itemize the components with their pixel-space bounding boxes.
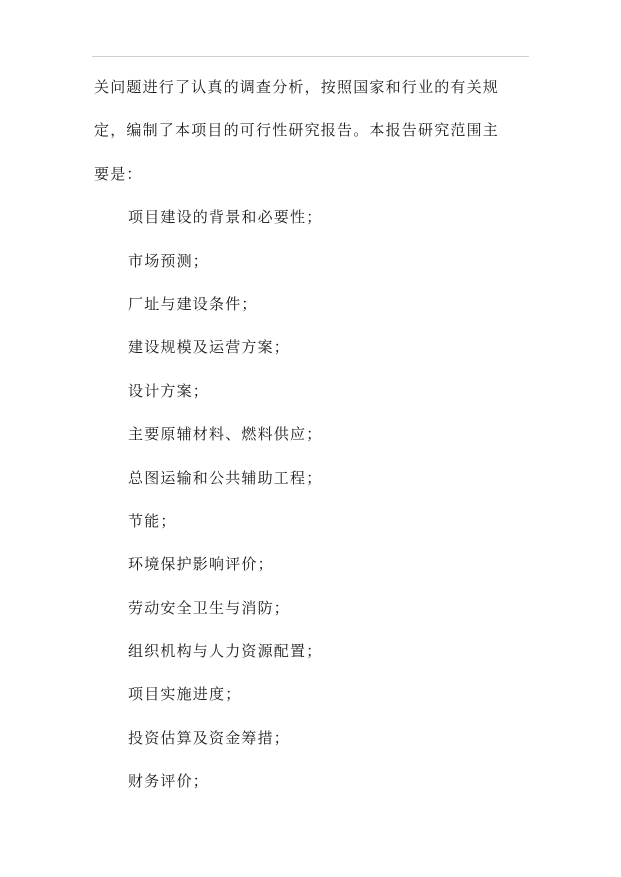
scope-item: 项目建设的背景和必要性； (128, 208, 323, 227)
intro-line: 关问题进行了认真的调查分析，按照国家和行业的有关规 (94, 78, 500, 96)
intro-line: 要是： (94, 164, 143, 183)
header-rule (92, 56, 529, 57)
scope-item: 财务评价； (128, 772, 210, 791)
document-body (94, 70, 530, 808)
scope-item: 市场预测； (128, 251, 210, 270)
scope-item: 组织机构与人力资源配置； (128, 642, 323, 661)
scope-item: 总图运输和公共辅助工程； (128, 468, 323, 487)
scope-item: 项目实施进度； (128, 685, 242, 704)
scope-item: 设计方案； (128, 381, 210, 400)
intro-line: 定，编制了本项目的可行性研究报告。本报告研究范围主 (94, 121, 500, 140)
scope-item: 节能； (128, 511, 177, 530)
scope-item: 环境保护影响评价； (128, 555, 274, 574)
scope-item: 厂址与建设条件； (128, 294, 258, 313)
scope-item: 劳动安全卫生与消防； (128, 598, 291, 617)
scope-item: 建设规模及运营方案； (128, 338, 291, 357)
scope-item: 投资估算及资金筹措； (128, 728, 291, 747)
scope-item: 主要原辅材料、燃料供应； (128, 425, 323, 444)
